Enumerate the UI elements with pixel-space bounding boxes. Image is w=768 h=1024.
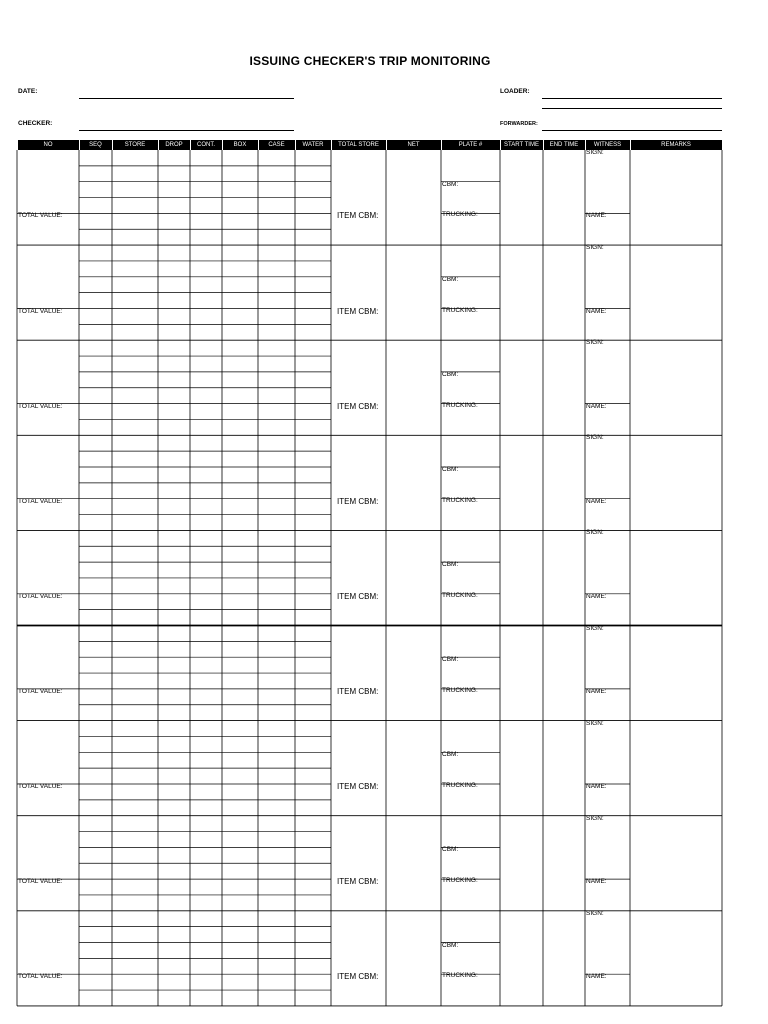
trucking-label: TRUCKING:: [442, 782, 478, 789]
item-cbm-label: ITEM CBM:: [337, 686, 379, 696]
sign-label: SIGN:: [586, 814, 604, 822]
cbm-label: CBM:: [442, 846, 459, 854]
column-header-store: STORE: [113, 140, 158, 150]
total-value-label: TOTAL VALUE:: [18, 878, 63, 886]
column-header-plate: PLATE #: [442, 140, 500, 150]
trucking-label: TRUCKING:: [442, 401, 478, 409]
total-value-label: TOTAL VALUE:: [18, 592, 63, 600]
name-label: NAME:: [586, 212, 607, 220]
item-cbm-label: ITEM CBM:: [337, 211, 379, 221]
sign-label: SIGN:: [586, 624, 604, 632]
trucking-label: TRUCKING:: [442, 972, 478, 980]
column-header-net: NET: [387, 140, 441, 150]
name-label: NAME:: [586, 783, 607, 790]
item-cbm-label: ITEM CBM:: [337, 306, 379, 316]
column-header-cont: CONT.: [191, 140, 222, 150]
sign-label: SIGN:: [586, 244, 604, 252]
column-header-witness: WITNESS: [586, 140, 630, 150]
cbm-label: CBM:: [442, 751, 459, 759]
column-header-no: NO: [18, 140, 79, 150]
item-cbm-label: ITEM CBM:: [337, 401, 379, 411]
item-cbm-label: ITEM CBM:: [337, 877, 379, 887]
column-header-drop: DROP: [159, 140, 190, 150]
column-header-start-time: START TIME: [501, 140, 543, 150]
name-label: NAME:: [586, 307, 607, 315]
forwarder-label: FORWARDER:: [500, 121, 538, 127]
checker-label: CHECKER:: [18, 120, 53, 127]
column-header-seq: SEQ: [80, 140, 112, 150]
trucking-label: TRUCKING:: [442, 496, 478, 504]
cbm-label: CBM:: [442, 180, 459, 188]
column-header-remarks: REMARKS: [631, 140, 722, 150]
total-value-label: TOTAL VALUE:: [18, 783, 63, 790]
column-header-end-time: END TIME: [544, 140, 585, 150]
total-value-label: TOTAL VALUE:: [18, 212, 63, 220]
item-cbm-label: ITEM CBM:: [337, 496, 379, 506]
name-label: NAME:: [586, 497, 607, 505]
total-value-label: TOTAL VALUE:: [18, 307, 63, 315]
page-title: ISSUING CHECKER'S TRIP MONITORING: [249, 54, 491, 68]
total-value-label: TOTAL VALUE:: [18, 687, 63, 695]
sign-label: SIGN:: [586, 149, 604, 156]
column-header-water: WATER: [296, 140, 331, 150]
sign-label: SIGN:: [586, 909, 604, 917]
sign-label: SIGN:: [586, 719, 604, 727]
name-label: NAME:: [586, 878, 607, 886]
column-header-box: BOX: [223, 140, 258, 150]
total-value-label: TOTAL VALUE:: [18, 402, 63, 410]
trucking-label: TRUCKING:: [442, 211, 478, 219]
item-cbm-label: ITEM CBM:: [337, 972, 379, 982]
date-label: DATE:: [18, 88, 38, 95]
column-header-case: CASE: [259, 140, 295, 150]
item-cbm-label: ITEM CBM:: [337, 591, 379, 601]
cbm-label: CBM:: [442, 656, 459, 664]
name-label: NAME:: [586, 402, 607, 410]
total-value-label: TOTAL VALUE:: [18, 973, 63, 981]
cbm-label: CBM:: [442, 466, 459, 473]
name-label: NAME:: [586, 592, 607, 600]
cbm-label: CBM:: [442, 370, 459, 378]
trucking-label: TRUCKING:: [442, 591, 478, 599]
cbm-label: CBM:: [442, 275, 459, 283]
trucking-label: TRUCKING:: [442, 686, 478, 694]
column-header-total-store: TOTAL STORE: [332, 140, 386, 150]
sign-label: SIGN:: [586, 529, 604, 537]
name-label: NAME:: [586, 973, 607, 981]
item-cbm-label: ITEM CBM:: [337, 782, 379, 791]
trucking-label: TRUCKING:: [442, 877, 478, 885]
cbm-label: CBM:: [442, 941, 459, 949]
loader-label: LOADER:: [500, 88, 530, 95]
name-label: NAME:: [586, 687, 607, 695]
total-value-label: TOTAL VALUE:: [18, 497, 63, 505]
sign-label: SIGN:: [586, 434, 604, 442]
sign-label: SIGN:: [586, 339, 604, 347]
trucking-label: TRUCKING:: [442, 306, 478, 314]
cbm-label: CBM:: [442, 561, 459, 569]
